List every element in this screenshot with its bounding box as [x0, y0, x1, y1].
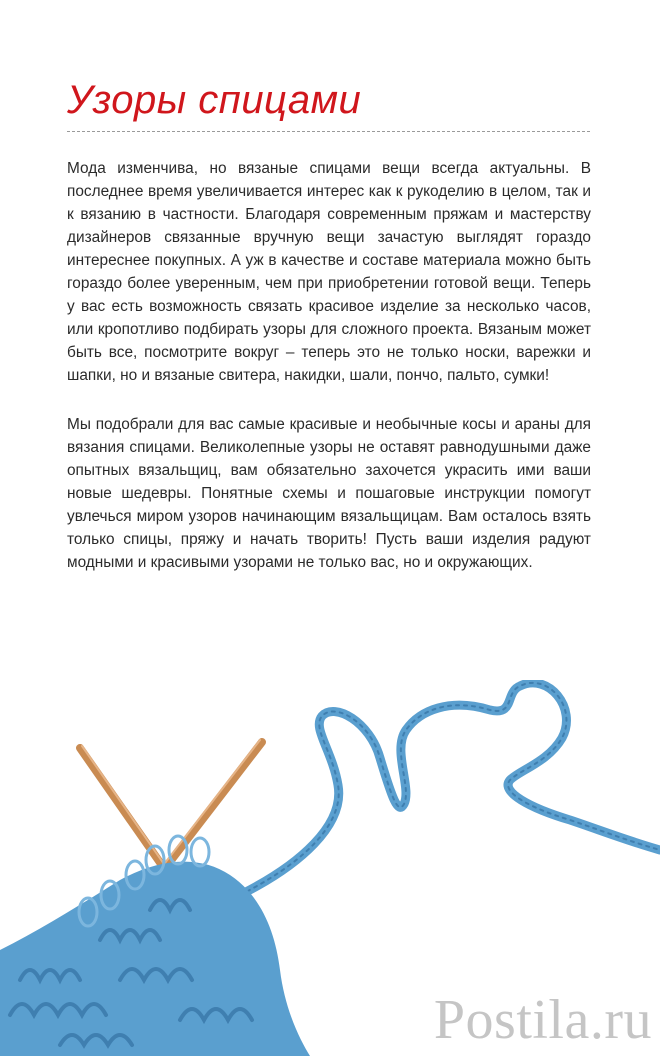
body-text	[67, 157, 591, 600]
paragraph-1: Мода изменчива, но вязаные спицами вещи всегда актуальны. В последнее время увеличивается интерес как к рукоделию в целом, так и к вязанию в частности. Благодаря современным пряжам и мастерству дизайнеров связанные вручную вещи зачастую выглядят гораздо интереснее покупных. А уж в качестве и составе материала можно быть гораздо более уверенным, чем при приобретении готовой вещи. Теперь у вас есть возможность связать красивое изделие за несколько часов, или кропотливо подбирать узоры для сложного проекта. Вязаным может быть все, посмотрите вокруг – теперь это не только носки, варежки и шапки, но и вязаные свитера, накидки, шали, пончо, пальто, сумки!	[67, 160, 591, 384]
paragraph-2: Мы подобрали для вас самые красивые и необычные косы и араны для вязания спицами. Великолепные узоры не оставят равнодушными даже опытных вязальщиц, вам обязательно захочется украсить ими ваши новые шедевры. Понятные схемы и пошаговые инструкции помогут увлечься миром узоров начинающим вязальщицам. Вам осталось взять только спицы, пряжу и начать творить! Пусть ваши изделия радуют модными и красивыми узорами не только вас, но и окружающих.	[67, 416, 591, 571]
title-divider	[67, 131, 590, 132]
watermark: Postila.ru	[433, 989, 652, 1051]
yarn-strand-shade	[240, 683, 660, 895]
yarn-strand	[240, 683, 660, 895]
page-title: Узоры спицами	[67, 78, 362, 122]
knitted-fabric	[0, 862, 310, 1056]
